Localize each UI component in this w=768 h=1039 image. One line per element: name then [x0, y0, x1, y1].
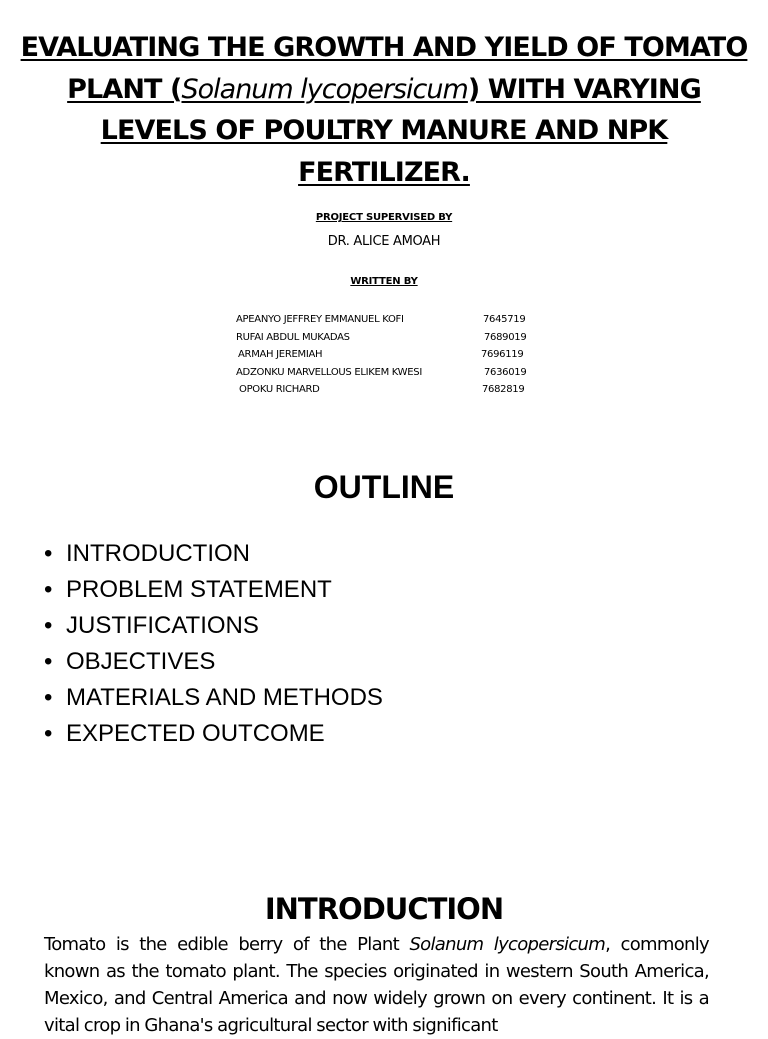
author-name: ARMAH JEREMIAH: [238, 349, 323, 361]
author-id: 7645719: [483, 314, 526, 325]
author-name: APEANYO JEFFREY EMMANUEL KOFI: [236, 314, 404, 325]
outline-item-label: JUSTIFICATIONS: [66, 612, 259, 639]
author-id: 7696119: [481, 349, 524, 361]
author-list: [236, 311, 546, 399]
outline-item: [44, 608, 383, 644]
author-name: OPOKU RICHARD: [239, 384, 320, 396]
bullet-icon: •: [44, 648, 53, 675]
outline-item-label: EXPECTED OUTCOME: [66, 720, 325, 747]
intro-species: Solanum lycopersicum: [409, 934, 606, 955]
intro-text-after: , commonly known as the tomato plant. The species originated in western South America, Mexico, and Central America and now widely grown on every continent. It is a vital crop in Ghana's agricultural sector with significant: [44, 934, 709, 1036]
author-row: [236, 311, 546, 329]
title-part-1: EVALUATING THE GROWTH AND YIELD OF TOMATO PLANT (: [20, 32, 748, 105]
outline-item-label: MATERIALS AND METHODS: [66, 684, 383, 711]
outline-item: [44, 716, 383, 752]
title-part-2: ) WITH VARYING LEVELS OF POULTRY MANURE AND NPK FERTILIZER.: [100, 73, 701, 188]
bullet-icon: •: [44, 720, 53, 747]
author-id: 7689019: [484, 331, 527, 343]
author-name: ADZONKU MARVELLOUS ELIKEM KWESI: [236, 366, 422, 378]
outline-item: [44, 680, 383, 716]
title-species: Solanum lycopersicum: [181, 73, 468, 105]
author-id: 7636019: [484, 366, 527, 378]
outline-list: [44, 536, 383, 752]
bullet-icon: •: [44, 612, 53, 639]
bullet-icon: •: [44, 576, 53, 603]
document-title: [20, 27, 748, 193]
author-id: 7682819: [482, 384, 525, 396]
outline-item: [44, 572, 383, 608]
intro-text-before: Tomato is the edible berry of the Plant: [44, 934, 410, 955]
author-row: [236, 329, 546, 347]
outline-item-label: PROBLEM STATEMENT: [66, 576, 332, 603]
outline-heading: OUTLINE: [313, 469, 455, 505]
outline-item-label: OBJECTIVES: [66, 648, 216, 675]
outline-item-label: INTRODUCTION: [66, 540, 250, 567]
introduction-paragraph: [44, 931, 709, 1039]
written-by-label: WRITTEN BY: [350, 276, 418, 287]
bullet-icon: •: [44, 540, 53, 567]
outline-item: [44, 644, 383, 680]
supervisor-name: DR. ALICE AMOAH: [327, 234, 441, 249]
author-row: [236, 381, 546, 399]
supervised-by-label: PROJECT SUPERVISED BY: [315, 212, 453, 223]
introduction-heading: INTRODUCTION: [264, 892, 504, 926]
author-name: RUFAI ABDUL MUKADAS: [236, 331, 350, 343]
bullet-icon: •: [44, 684, 53, 711]
author-row: [236, 364, 546, 382]
author-row: [236, 346, 546, 364]
outline-item: [44, 536, 383, 572]
